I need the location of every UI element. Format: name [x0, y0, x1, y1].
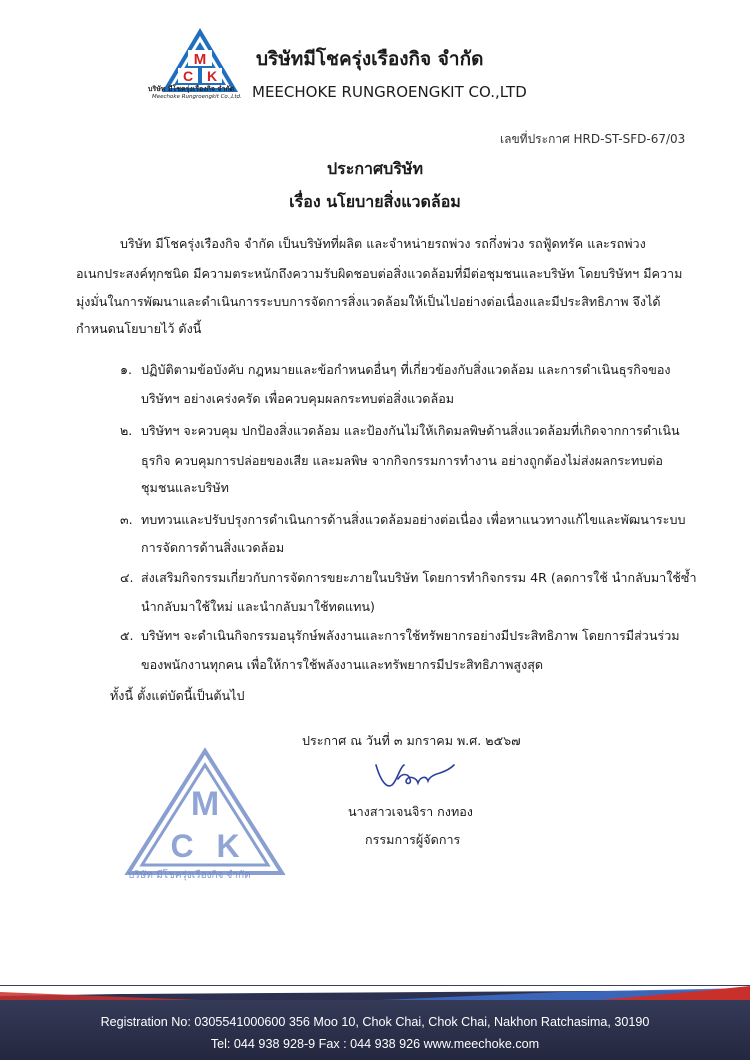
company-name-th: บริษัทมีโชครุ่งเรืองกิจ จำกัด [256, 48, 484, 70]
logo-caption-en: Meechoke Rungroengkit Co.,Ltd. [152, 94, 242, 100]
intro-line: กำหนดนโยบายไว้ ดังนี้ [76, 321, 202, 336]
policy-line: นำกลับมาใช้ใหม่ และนำกลับมาใช้ทดแทน) [141, 599, 375, 614]
document-title: ประกาศบริษัท [326, 159, 423, 178]
intro-line: มุ่งมั่นในการพัฒนาและดำเนินการระบบการจัดการสิ่งแวดล้อมให้เป็นไปอย่างต่อเนื่องและมีประสิทธิภาพ จึงได้ [76, 294, 661, 309]
footer-registration: Registration No: 0305541000600 356 Moo 10, Chok Chai, Chok Chai, Nakhon Ratchasima, 30190 [100, 1015, 650, 1029]
policy-line: บริษัทฯ จะดำเนินกิจกรรมอนุรักษ์พลังงานและการใช้ทรัพยากรอย่างมีประสิทธิภาพ โดยการมีส่วนร่วม [141, 628, 680, 643]
document-subject: เรื่อง นโยบายสิ่งแวดล้อม [289, 192, 461, 211]
policy-line: ปฏิบัติตามข้อบังคับ กฎหมายและข้อกำหนดอื่นๆ ที่เกี่ยวข้องกับสิ่งแวดล้อม และการดำเนินธุรกิจของ [141, 362, 671, 377]
policy-number: ๔. [120, 570, 134, 585]
logo-caption-th: บริษัท มีโชครุ่งเรืองกิจ จำกัด [148, 85, 235, 93]
policy-line: บริษัทฯ อย่างเคร่งครัด เพื่อควบคุมผลกระทบต่อสิ่งแวดล้อม [141, 391, 455, 406]
policy-number: ๑. [120, 362, 132, 377]
signer-position: กรรมการผู้จัดการ [365, 832, 461, 847]
footer-accent-icon [0, 986, 750, 1000]
closing-statement: ทั้งนี้ ตั้งแต่บัดนี้เป็นต้นไป [110, 688, 245, 703]
signature [370, 755, 460, 795]
document-number: เลขที่ประกาศ HRD-ST-SFD-67/03 [500, 132, 686, 146]
stamp-letter-c: C [170, 828, 194, 864]
footer-contact: Tel: 044 938 928-9 Fax : 044 938 926 www.meechoke.com [210, 1037, 540, 1051]
stamp-caption: บริษัท มีโชครุ่งเรืองกิจ จำกัด [128, 870, 251, 881]
signer-name: นางสาวเจนจิรา กงทอง [348, 804, 473, 819]
policy-line: การจัดการด้านสิ่งแวดล้อม [141, 540, 285, 555]
policy-line: ส่งเสริมกิจกรรมเกี่ยวกับการจัดการขยะภายในบริษัท โดยการทำกิจกรรม 4R (ลดการใช้ นำกลับมาใช้ซ้ำ [141, 570, 697, 585]
footer [0, 985, 750, 1060]
logo-letter-k: K [206, 68, 218, 84]
intro-line: บริษัท มีโชครุ่งเรืองกิจ จำกัด เป็นบริษัทที่ผลิต และจำหน่ายรถพ่วง รถกึ่งพ่วง รถฟู้ดทรัค และรถพ่วง [120, 236, 646, 251]
policy-line: ชุมชนและบริษัท [141, 480, 229, 495]
policy-line: ทบทวนและปรับปรุงการดำเนินการด้านสิ่งแวดล้อมอย่างต่อเนื่อง เพื่อหาแนวทางแก้ไขและพัฒนาระบบ [141, 512, 686, 527]
policy-line: ของพนักงานทุกคน เพื่อให้การใช้พลังงานและทรัพยากรมีประสิทธิภาพสูงสุด [141, 657, 544, 672]
announcement-date: ประกาศ ณ วันที่ ๓ มกราคม พ.ศ. ๒๕๖๗ [302, 733, 521, 748]
footer-accent [0, 985, 750, 999]
logo-letter-c: C [182, 68, 194, 84]
logo-letter-m: M [193, 51, 207, 68]
policy-line: ธุรกิจ ควบคุมการปล่อยของเสีย และมลพิษ จากกิจกรรมการทำงาน อย่างถูกต้องไม่ส่งผลกระทบต่อ [141, 453, 663, 468]
stamp-letter-k: K [216, 828, 240, 864]
policy-number: ๒. [120, 423, 133, 438]
policy-line: บริษัทฯ จะควบคุม ปกป้องสิ่งแวดล้อม และป้องกันไม่ให้เกิดมลพิษด้านสิ่งแวดล้อมที่เกิดจากการดำเนิน [141, 423, 680, 438]
company-name-en: MEECHOKE RUNGROENGKIT CO.,LTD [252, 83, 527, 101]
policy-number: ๕. [120, 628, 134, 643]
signature-icon [370, 755, 460, 795]
intro-line: อเนกประสงค์ทุกชนิด มีความตระหนักถึงความรับผิดชอบต่อสิ่งแวดล้อมที่มีต่อชุมชนและบริษัท โดยบริษัทฯ มีความ [76, 266, 683, 281]
policy-number: ๓. [120, 512, 133, 527]
stamp-letter-m: M [190, 785, 220, 823]
